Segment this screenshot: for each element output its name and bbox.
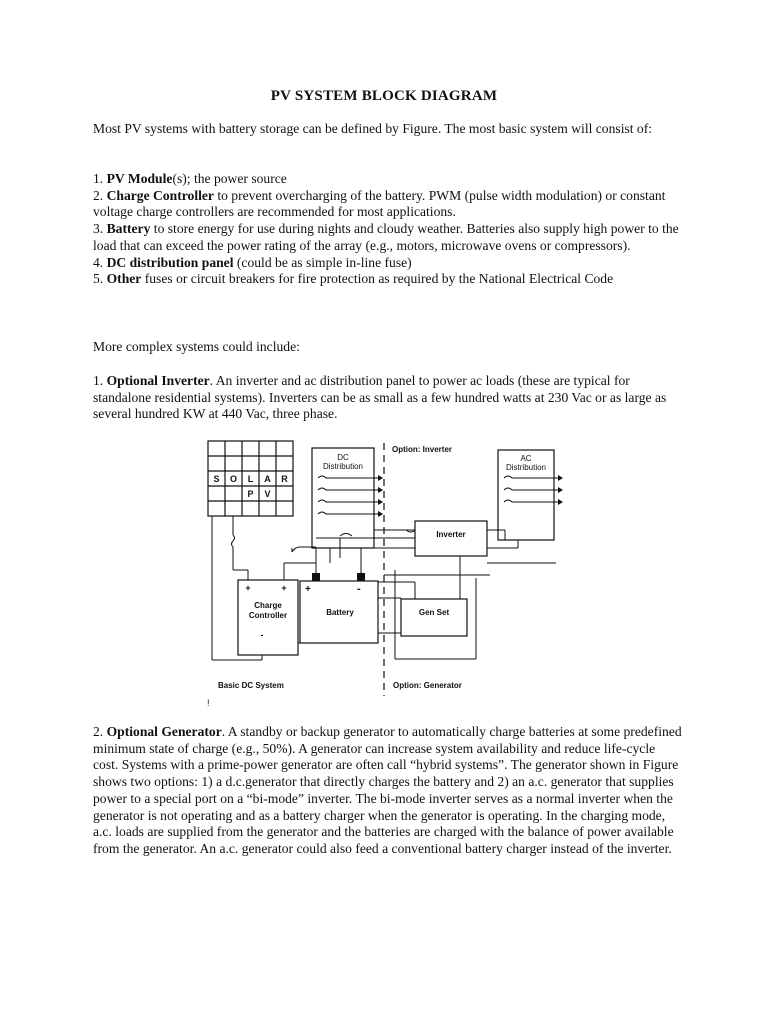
plus-terminal-label: + — [245, 583, 251, 593]
list-item: 1. PV Module(s); the power source — [93, 171, 287, 186]
charge-controller-label: Controller — [248, 611, 288, 620]
genset-label: Gen Set — [418, 608, 450, 617]
item-term: Battery — [106, 221, 151, 237]
battery-plus-label: + — [305, 584, 311, 595]
inverter-label: Inverter — [436, 530, 466, 539]
pv-letter: P — [247, 489, 254, 499]
solar-letter: A — [264, 474, 271, 484]
item-term: PV Module — [106, 171, 173, 186]
solar-letter: L — [247, 474, 254, 484]
plus-terminal-label: + — [281, 583, 287, 593]
battery-positive-post — [312, 573, 320, 581]
dc-output-arrows — [378, 475, 383, 517]
item-term: Charge Controller — [106, 187, 214, 203]
item-term: DC distribution panel — [106, 254, 234, 270]
intro-paragraph — [93, 121, 683, 138]
stray-mark: ! — [207, 698, 210, 708]
option-generator-label: Option: Generator — [393, 681, 462, 690]
basic-dc-system-label: Basic DC System — [218, 681, 284, 690]
solar-letter: R — [281, 474, 288, 484]
ac-distribution-label: AC — [520, 454, 532, 463]
ac-output-arrows — [558, 475, 563, 505]
item-term: Optional Inverter — [106, 373, 210, 388]
page-title: PV SYSTEM BLOCK DIAGRAM — [270, 88, 498, 104]
optional-generator-paragraph: 2. Optional Generator. A standby or backup generator to automatically charge batteries at some predefined minimum state of charge (e.g., 50%). A generator can increase system availability and reduce life-cycle cost. Systems with a prime-power generator are often call “hybrid systems”. The generator shown in Figure shows two options: 1) a d.c.generator that directly charges the battery and 2) an a.c. generator that supplies power to a special port on a “bi-mode” inverter. The bi-mode inverter serves as a normal inverter when the generator is not operating and as a battery charger when the generator is operating. In the charging mode, a.c. loads are supplied from the generator and the batteries are charged with the balance of power available from the generator. An a.c. generator could also feed a conventional battery charger instead of the inverter. — [93, 724, 682, 856]
complex-systems-intro: More complex systems could include: — [93, 339, 300, 354]
battery-minus-label: - — [357, 583, 361, 595]
ac-breakers — [504, 476, 558, 502]
dc-distribution-label: Distribution — [322, 462, 364, 471]
solar-letter: O — [229, 474, 238, 484]
basic-system-list — [93, 171, 683, 288]
list-item: 5. Other fuses or circuit breakers for fire protection as required by the National Electrical Code — [93, 271, 614, 287]
pv-block-diagram — [200, 438, 580, 708]
list-item: 2. Charge Controller to prevent overcharging of the battery. PWM (pulse width modulation) or constant voltage charge controllers are recommended for most applications. — [93, 187, 666, 220]
dc-breakers — [318, 476, 378, 514]
option-inverter-label: Option: Inverter — [392, 445, 453, 454]
pv-letter: V — [264, 489, 271, 499]
dc-distribution-label: DC — [337, 453, 349, 462]
ac-distribution-label: Distribution — [505, 463, 547, 472]
charge-controller-label: Charge — [254, 601, 282, 610]
item-term: Other — [106, 271, 142, 287]
intro-text: Most PV systems with battery storage can be defined by Figure. The most basic system will consist of: — [93, 121, 653, 136]
item-term: Optional Generator — [106, 724, 222, 739]
list-item: 3. Battery to store energy for use during nights and cloudy weather. Batteries also supply high power to the load that can exceed the power rating of the array (e.g., motors, microwave ovens or compressors). — [93, 221, 679, 253]
minus-terminal-label: - — [260, 630, 264, 640]
optional-inverter-paragraph: 1. Optional Inverter. An inverter and ac distribution panel to power ac loads (these are typical for standalone residential systems). Inverters can be as small as a few hundred watts at 230 Vac or as large as several hundred KW at 440 Vac, three phase. — [93, 373, 667, 422]
solar-letter: S — [213, 474, 220, 484]
battery-negative-post — [357, 573, 365, 581]
list-item: 4. DC distribution panel (could be as simple in-line fuse) — [93, 254, 412, 270]
genset-box — [401, 599, 467, 636]
battery-label: Battery — [326, 608, 354, 617]
